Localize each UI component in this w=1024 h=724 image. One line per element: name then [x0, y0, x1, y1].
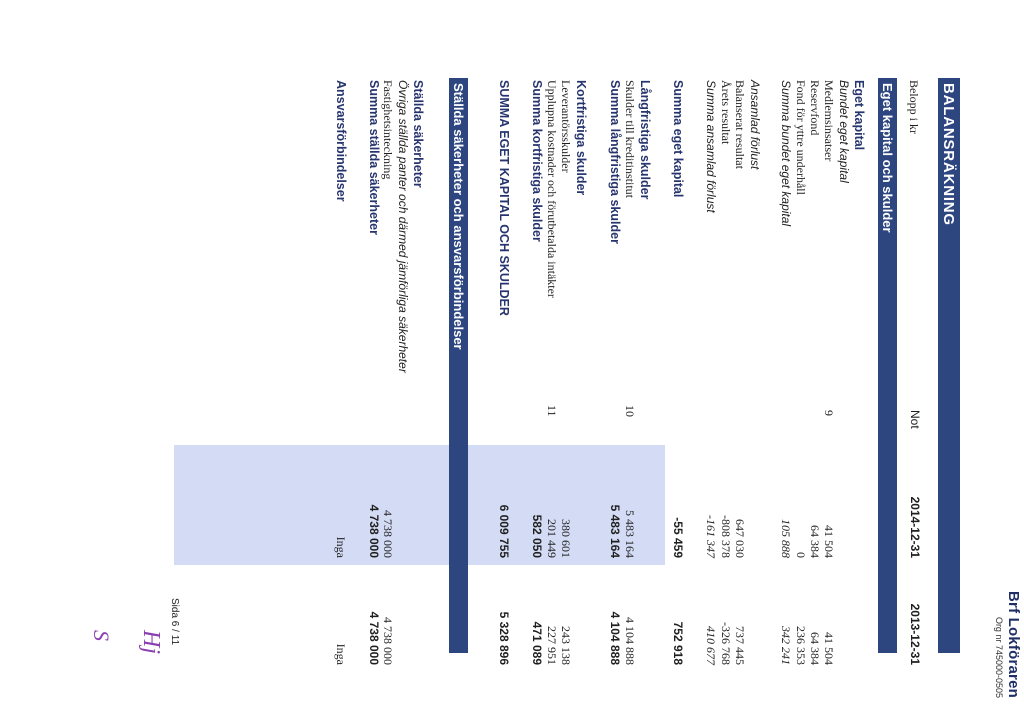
ansvar-year2: Inga: [334, 643, 348, 665]
summa-langfristiga-year1: 5 483 164: [608, 504, 622, 558]
table-row-year2: 4 104 888: [623, 617, 637, 665]
table-row-year1: 5 483 164: [623, 510, 637, 558]
year2-column-header: 2013-12-31: [908, 603, 922, 665]
summa-kortfristiga-label: Summa kortfristiga skulder: [530, 80, 544, 242]
table-row-label: Reservfond: [808, 80, 822, 136]
unit-label: Belopp i kr: [907, 80, 921, 134]
equity-section-bar: Eget kapital och skulder: [878, 78, 897, 653]
table-row-year2: 243 138: [559, 626, 573, 665]
security-section-bar: Ställda säkerheter och ansvarsförbindelser: [449, 78, 468, 653]
summa-ansamlad-label: Summa ansamlad förlust: [704, 80, 718, 213]
table-row-year1: 201 449: [545, 519, 559, 558]
page-title: BALANSRÄKNING: [938, 78, 960, 653]
table-row-year2: 737 445: [733, 626, 747, 665]
langfristiga-heading: Långfristiga skulder: [638, 80, 652, 200]
table-row-note: 11: [545, 405, 559, 417]
page-number: Sida 6 / 11: [169, 598, 180, 646]
total-year1: 6 009 755: [497, 504, 511, 558]
org-number: Org nr 745000-0505: [994, 616, 1004, 698]
table-row-note: 10: [623, 405, 637, 417]
table-row-label: Upplupna kostnader och förutbetalda intäkter: [545, 80, 559, 298]
table-row-year2: 4 738 000: [381, 617, 395, 665]
summa-stallda-year2: 4 738 000: [367, 611, 381, 665]
summa-eget-year1: -55 459: [671, 517, 685, 558]
ovriga-heading: Övriga ställda panter och därmed jämförliga säkerheter: [396, 80, 410, 373]
table-row-label: Fond för yttre underhåll: [794, 80, 808, 195]
summa-eget-year2: 752 918: [671, 621, 685, 665]
summa-ansamlad-year1: -161 347: [704, 515, 718, 558]
table-row-note: 9: [822, 410, 836, 416]
table-row-year2: -326 768: [719, 622, 733, 665]
table-row-year1: 4 738 000: [381, 510, 395, 558]
table-row-label: Skulder till kreditinstitut: [623, 80, 637, 198]
summa-ansamlad-year2: 410 677: [704, 626, 718, 665]
table-row-year2: 64 384: [808, 632, 822, 665]
handwritten-initials: Hj: [138, 630, 164, 654]
summa-langfristiga-year2: 4 104 888: [608, 611, 622, 665]
table-row-label: Årets resultat: [719, 80, 733, 145]
table-row-label: Fastighetsinteckning: [381, 80, 395, 180]
table-row-year2: 227 951: [545, 626, 559, 665]
summa-langfristiga-label: Summa långfristiga skulder: [608, 80, 622, 244]
total-label: SUMMA EGET KAPITAL OCH SKULDER: [497, 80, 511, 316]
table-row-year1: -808 378: [719, 515, 733, 558]
bundet-heading: Bundet eget kapital: [837, 80, 851, 183]
summa-bundet-year1: 105 888: [779, 519, 793, 558]
total-year2: 5 328 896: [497, 611, 511, 665]
table-row-year2: 41 504: [822, 632, 836, 665]
table-row-year1: 41 504: [822, 525, 836, 558]
table-row-label: Leverantörsskulder: [559, 80, 573, 173]
summa-bundet-label: Summa bundet eget kapital: [779, 80, 793, 227]
eget-kapital-heading: Eget kapital: [852, 80, 866, 151]
table-row-year1: 647 030: [733, 519, 747, 558]
year1-column-header: 2014-12-31: [908, 496, 922, 558]
summa-bundet-year2: 342 241: [779, 626, 793, 665]
summa-kortfristiga-year2: 471 089: [530, 621, 544, 665]
table-row-label: Balanserat resultat: [733, 80, 747, 169]
table-row-year2: 236 353: [794, 626, 808, 665]
summa-eget-label: Summa eget kapital: [671, 80, 685, 198]
summa-stallda-year1: 4 738 000: [367, 504, 381, 558]
summa-stallda-label: Summa ställda säkerheter: [367, 80, 381, 235]
table-row-label: Medlemsinsatser: [822, 80, 836, 162]
table-row-year1: 0: [794, 552, 808, 558]
stallda-heading: Ställda säkerheter: [411, 80, 425, 188]
ansvar-year1: Inga: [334, 536, 348, 558]
note-column-header: Not: [908, 410, 922, 429]
org-block: [994, 591, 1022, 698]
kortfristiga-heading: Kortfristiga skulder: [574, 80, 588, 196]
summa-kortfristiga-year1: 582 050: [530, 514, 544, 558]
org-name: Brf Lokföraren: [1005, 591, 1022, 698]
ansvar-label: Ansvarsförbindelser: [334, 80, 348, 202]
handwritten-mark: S: [89, 630, 114, 641]
ansamlad-heading: Ansamlad förlust: [748, 80, 762, 170]
table-row-year1: 380 601: [559, 519, 573, 558]
table-row-year1: 64 384: [808, 525, 822, 558]
year1-highlight-b: [174, 445, 240, 565]
